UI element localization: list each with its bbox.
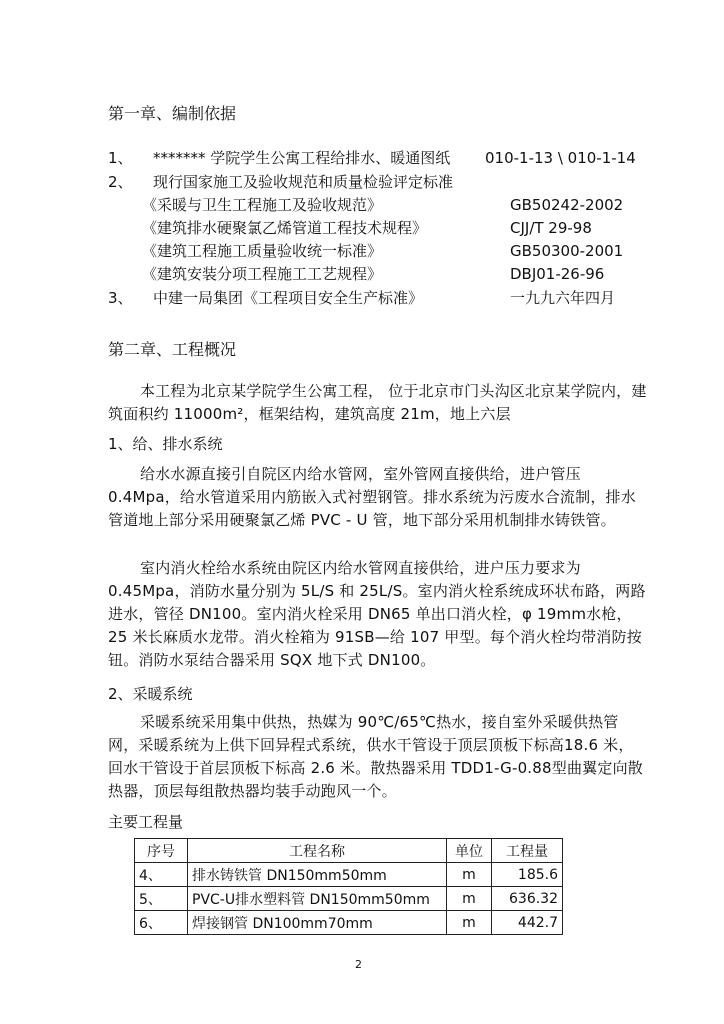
cell-quantity: 442.7 xyxy=(492,911,563,935)
chapter1-title: 第一章、编制依据 xyxy=(108,104,237,123)
header-unit: 单位 xyxy=(447,839,492,863)
standard-4-code: DBJ01-26-96 xyxy=(510,265,605,283)
cell-unit: m xyxy=(447,887,492,911)
section2-paragraph-1: 采暖系统采用集中供热，热媒为 90℃/65℃热水，接自室外采暖供热管网，采暖系统为上供下回异程式系统，供水干管设于顶层顶板下标高18.6 米，回水干管设于首层顶板下标高 2.6 米。散热器采用 TDD1-G-0.88型曲翼定向散热器，顶层每组散热器均装手动跑风一个。 xyxy=(108,713,643,800)
cell-quantity: 185.6 xyxy=(492,863,563,887)
item-1-text: ******* 学院学生公寓工程给排水、暖通图纸 xyxy=(153,149,451,167)
table-row xyxy=(135,887,563,911)
item-3-text: 中建一局集团《工程项目安全生产标准》 xyxy=(153,289,424,307)
standard-1-name: 《采暖与卫生工程施工及验收规范》 xyxy=(142,196,383,214)
cell-unit: m xyxy=(447,911,492,935)
item-1-num: 1、 xyxy=(108,149,133,167)
item-3-num: 3、 xyxy=(108,289,133,307)
page-number: 2 xyxy=(355,958,362,971)
table-header-row xyxy=(135,839,563,863)
header-name: 工程名称 xyxy=(188,839,447,863)
item-3-date: 一九九六年四月 xyxy=(510,289,616,307)
header-seq: 序号 xyxy=(135,839,188,863)
section1-title: 1、给、排水系统 xyxy=(108,435,223,453)
table-row xyxy=(135,863,563,887)
section2-title: 2、采暖系统 xyxy=(108,685,193,703)
cell-unit: m xyxy=(447,863,492,887)
standard-3-code: GB50300-2001 xyxy=(510,242,624,260)
standard-4-name: 《建筑安装分项工程施工工艺规程》 xyxy=(142,265,383,283)
intro-paragraph: 本工程为北京某学院学生公寓工程， 位于北京市门头沟区北京某学院内，建筑面积约 11000m²，框架结构，建筑高度 21m，地上六层 xyxy=(108,382,647,423)
table-row xyxy=(135,911,563,935)
quantities-title: 主要工程量 xyxy=(108,813,184,831)
cell-seq: 4、 xyxy=(135,863,188,887)
standard-2-name: 《建筑排水硬聚氯乙烯管道工程技术规程》 xyxy=(142,219,428,237)
cell-seq: 6、 xyxy=(135,911,188,935)
cell-quantity: 636.32 xyxy=(492,887,563,911)
standard-3-name: 《建筑工程施工质量验收统一标准》 xyxy=(142,242,383,260)
header-quantity: 工程量 xyxy=(492,839,563,863)
cell-name: 排水铸铁管 DN150mm50mm xyxy=(188,863,447,887)
item-2-text: 现行国家施工及验收规范和质量检验评定标准 xyxy=(153,173,454,191)
cell-seq: 5、 xyxy=(135,887,188,911)
standard-2-code: CJJ/T 29-98 xyxy=(510,219,592,237)
standard-1-code: GB50242-2002 xyxy=(510,196,624,214)
quantities-table xyxy=(134,838,563,935)
section1-paragraph-1: 给水水源直接引自院区内给水管网，室外管网直接供给，进户管压0.4Mpa，给水管道采用内筋嵌入式衬塑钢管。排水系统为污废水合流制，排水管道地上部分采用硬聚氯乙烯 PVC - U 管，地下部分采用机制排水铸铁管。 xyxy=(108,465,636,529)
cell-name: PVC-U排水塑料管 DN150mm50mm xyxy=(188,887,447,911)
item-1-ref: 010-1-13 \ 010-1-14 xyxy=(485,149,636,167)
item-2-num: 2、 xyxy=(108,173,133,191)
section1-paragraph-2: 室内消火栓给水系统由院区内给水管网直接供给，进户压力要求为0.45Mpa，消防水量分别为 5L/S 和 25L/S。室内消火栓系统成环状布路，两路进水，管径 DN100。室内消火栓采用 DN65 单出口消火栓，φ 19mm水枪，25 米长麻质水龙带。消火栓箱为 91SB—给 107 甲型。每个消火栓均带消防按钮。消防水泵结合器采用 SQX 地下式 DN100。 xyxy=(108,559,646,669)
chapter2-title: 第二章、工程概况 xyxy=(108,340,237,359)
cell-name: 焊接钢管 DN100mm70mm xyxy=(188,911,447,935)
